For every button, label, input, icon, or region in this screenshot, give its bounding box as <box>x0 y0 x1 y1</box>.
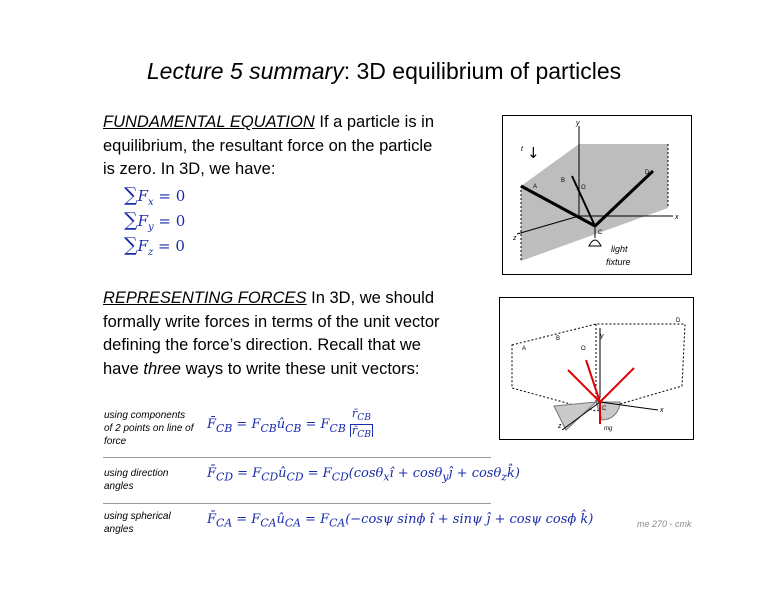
page-title: Lecture 5 summary: 3D equilibrium of particles <box>146 58 622 84</box>
label-z: z <box>558 423 562 430</box>
separator-line <box>103 457 491 458</box>
label-c: C <box>598 230 603 236</box>
down-arrow-icon: ↓ <box>527 144 540 162</box>
equilibrium-equation-y: $\sum F_y = 0$ <box>124 209 186 233</box>
label-o: O <box>581 185 586 191</box>
method-label-spherical-angles: using spherical angles <box>104 511 171 535</box>
formula-components: $F̄_{CB}$ = $F_{CB}û_{CB} = F_{CB}$ $\frac{r̄_{CB}}{r̄_{CB}}$ <box>207 407 371 441</box>
light-fixture-figure <box>502 115 692 275</box>
force-cd-arrow <box>600 368 634 402</box>
label-x: x <box>675 214 679 221</box>
label-c: C <box>602 406 607 412</box>
formula-spherical-angles: $F̄_{CA}$ = $F_{CA}û_{CA} = F_{CA}(-\cos\psi$ sinϕ î + sinψ ĵ + cosψ cosϕ k̂) <box>207 512 594 530</box>
label-o: O <box>581 346 586 352</box>
label-b: B <box>561 178 566 184</box>
label-a: A <box>533 184 538 190</box>
label-z: z <box>513 235 517 242</box>
equilibrium-equation-x: $\sum F_x = 0$ <box>124 184 186 208</box>
force-angles-diagram <box>500 298 693 439</box>
label-y: y <box>600 333 604 340</box>
label-y: y <box>576 120 580 127</box>
caption-light: light <box>611 244 628 254</box>
formula-direction-angles: $F̄_{CD}$ = $F_{CD}û_{CD}$ = $F_{CD}(\cos\theta_xî$ + cosθ$_y$ĵ + cosθ$_z$k̂) <box>207 466 520 484</box>
light-fixture-diagram <box>503 116 691 274</box>
label-t: t <box>521 146 523 153</box>
fundamental-heading: FUNDAMENTAL EQUATION <box>103 113 315 131</box>
fundamental-paragraph <box>103 111 448 182</box>
label-a: A <box>522 346 527 352</box>
equilibrium-equation-z: $\sum F_z = 0$ <box>124 234 185 258</box>
force-angles-figure <box>499 297 694 440</box>
footer-credit: me 270 - cmk <box>637 519 692 529</box>
label-d: D <box>676 318 681 324</box>
fundamental-text: If a particle is in equilibrium, the resultant force on the particle is zero. In 3D, we have: <box>103 113 434 178</box>
separator-line <box>103 503 491 504</box>
label-x: x <box>660 407 664 414</box>
representing-heading: REPRESENTING FORCES <box>103 289 307 307</box>
caption-fixture: fixture <box>606 257 631 267</box>
representing-paragraph: REPRESENTING FORCES In 3D, we should formally write forces in terms of the unit vector defining the force’s direction. Recall that we have three ways to write these unit vectors: <box>103 289 440 378</box>
label-d: D <box>645 170 650 176</box>
label-mg: mg <box>604 426 613 432</box>
method-label-components: using components of 2 points on line of force <box>104 410 194 447</box>
method-label-direction-angles: using direction angles <box>104 468 169 492</box>
label-b: B <box>556 336 561 342</box>
